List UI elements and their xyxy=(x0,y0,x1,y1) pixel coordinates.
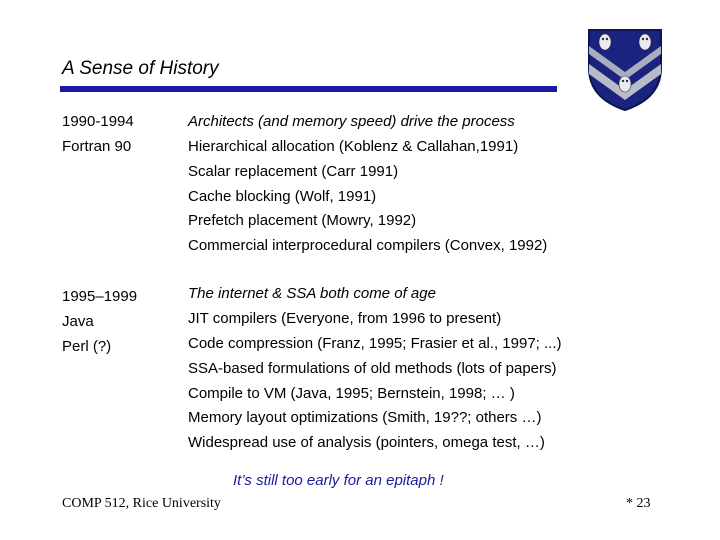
era-label: 1995–1999 xyxy=(62,288,138,305)
history-item: Compile to VM (Java, 1995; Bernstein, 1998; … ) xyxy=(188,385,515,402)
slide-title: A Sense of History xyxy=(62,58,219,79)
history-item: Scalar replacement (Carr 1991) xyxy=(188,163,399,180)
history-item: Memory layout optimizations (Smith, 19??; others …) xyxy=(188,409,542,426)
footer-course: COMP 512, Rice University xyxy=(62,496,221,511)
history-item: Commercial interprocedural compilers (Convex, 1992) xyxy=(188,237,548,254)
era-label: 1990-1994 xyxy=(62,113,134,130)
section-heading: Architects (and memory speed) drive the process xyxy=(188,113,515,130)
section-heading: The internet & SSA both come of age xyxy=(188,285,436,302)
history-item: SSA-based formulations of old methods (lots of papers) xyxy=(188,360,557,377)
era-language: Perl (?) xyxy=(62,338,112,355)
history-item: Prefetch placement (Mowry, 1992) xyxy=(188,212,417,229)
era-language: Java xyxy=(62,313,94,330)
history-item: Cache blocking (Wolf, 1991) xyxy=(188,188,377,205)
closing-remark: It’s still too early for an epitaph ! xyxy=(233,472,444,489)
history-item: JIT compilers (Everyone, from 1996 to present) xyxy=(188,310,502,327)
history-item: Code compression (Franz, 1995; Frasier et al., 1997; ...) xyxy=(188,335,562,352)
rice-university-shield-icon xyxy=(587,28,663,112)
era-language: Fortran 90 xyxy=(62,138,132,155)
footer-page-number: * 23 xyxy=(626,496,651,511)
title-underline xyxy=(60,86,557,92)
history-item: Hierarchical allocation (Koblenz & Callahan,1991) xyxy=(188,138,519,155)
history-item: Widespread use of analysis (pointers, omega test, …) xyxy=(188,434,545,451)
